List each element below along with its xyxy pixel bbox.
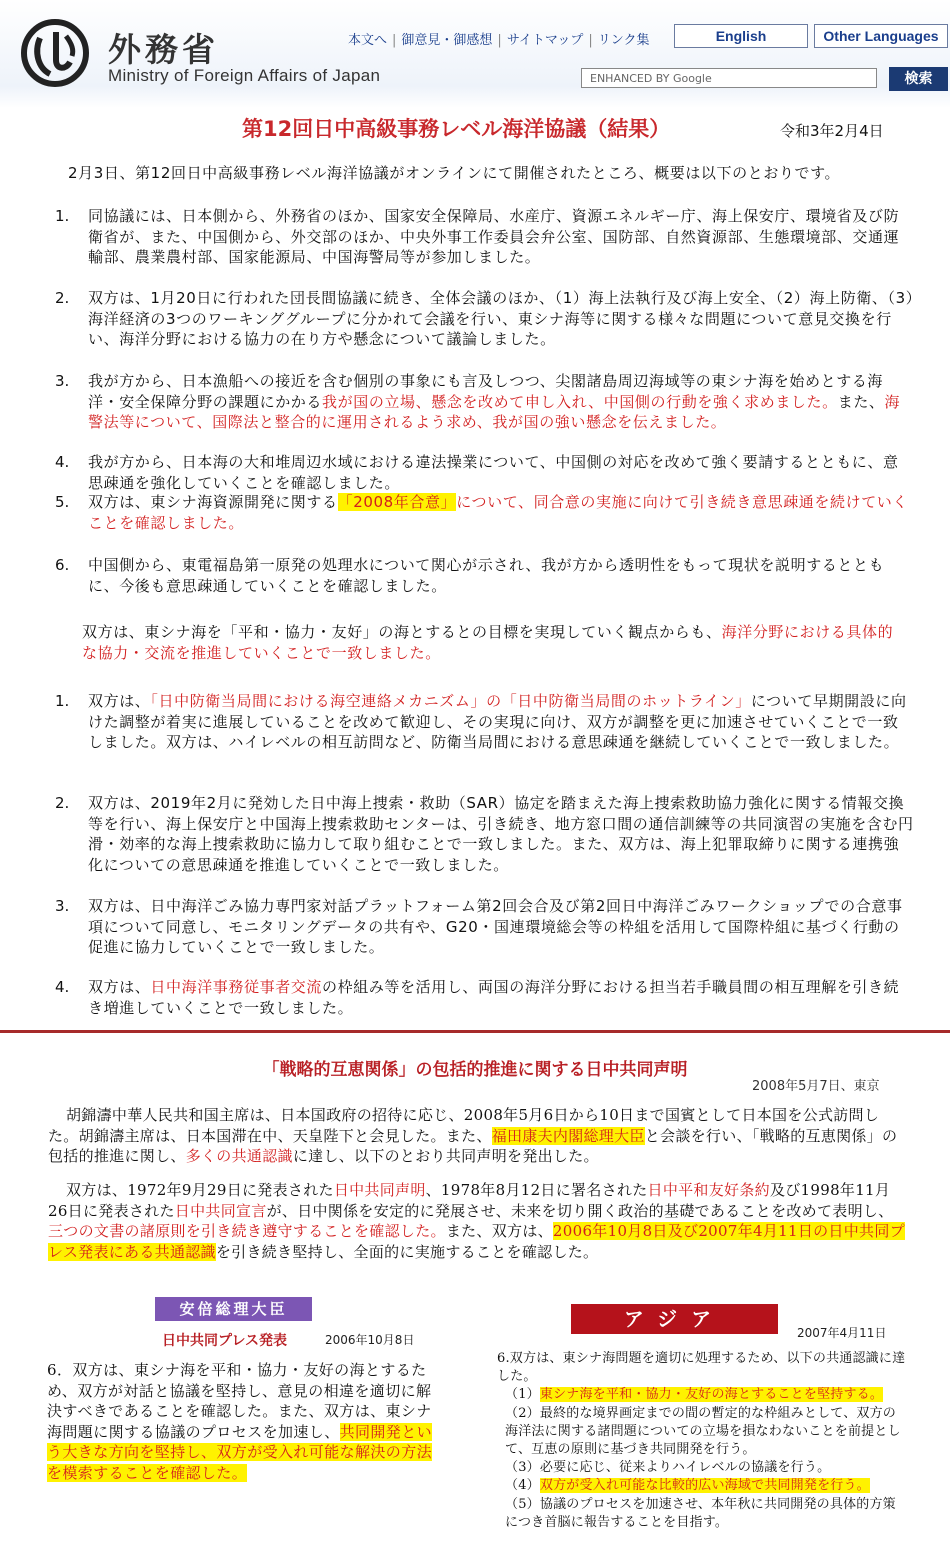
item-text <box>88 371 914 433</box>
red-emphasis: 海警法等について、国際法と整合的に運用されるよう求め、我が国の強い懸念を伝えました。 <box>88 392 901 431</box>
item-number: 4. <box>55 978 70 996</box>
asia-date: 2007年4月11日 <box>797 1326 887 1340</box>
link-skip-to-content[interactable]: 本文へ <box>348 33 388 48</box>
abe-pm-badge: 安倍総理大臣 <box>155 1297 312 1321</box>
item-text <box>88 691 914 753</box>
asia-text <box>497 1350 907 1532</box>
mofa-logo-icon[interactable] <box>20 18 90 88</box>
highlighted-emphasis: 共同開発という大きな方向を堅持し、双方が受入れ可能な解決の方法を模索することを確認した。 <box>47 1422 433 1482</box>
item-number: 1. <box>55 692 70 710</box>
red-emphasis: 多くの共通認識 <box>185 1147 293 1165</box>
asia-item-number: （1） <box>505 1387 540 1403</box>
item-number: 4. <box>55 453 70 471</box>
item-text: 我が方から、日本海の大和堆周辺水域における違法操業について、中国側の対応を改めて強く要請するとともに、意思疎通を強化していくことを確認しました。 <box>88 453 899 492</box>
red-emphasis: 三つの文書の諸原則を引き続き遵守することを確認した。 <box>48 1222 446 1240</box>
intro-text: 2月3日、第12回日中高級事務レベル海洋協議がオンラインにて開催されたところ、概要は以下のとおりです。 <box>68 164 841 182</box>
item-number: 2. <box>55 289 70 307</box>
highlighted-emphasis: 双方が受入れ可能な比較的広い海域で共同開発を行う。 <box>539 1478 870 1494</box>
search-input[interactable]: ENHANCED BY Google <box>581 68 877 88</box>
item-text-segment: 双方は、 <box>88 978 151 996</box>
item-text-segment: 我が方から、日本漁船への接近を含む個別の事象にも言及しつつ、尖閣諸島周辺海域等の東シナ海を始めとする海洋・安全保障分野の課題にかかる <box>88 372 884 411</box>
press-text-segment: 6．双方は、東シナ海を平和・協力・友好の海とするため、双方が対話と協議を堅持し、意見の相違を適切に解決すべきであることを確認した。また、双方は、東シナ海問題に関する協議のプロセスを加速し、 <box>47 1361 432 1441</box>
item-text: 双方は、日中海洋ごみ協力専門家対話プラットフォーム第2回会合及び第2回日中海洋ごみワークショップでの合意事項について同意し、モニタリングデータの共有や、G20・国連環境総会等の枠組を活用して国際枠組に基づく行動の促進に協力していくことで一致しました。 <box>88 897 903 956</box>
red-emphasis: 日中共同宣言 <box>174 1201 267 1220</box>
highlighted-emphasis: 「2008年合意」 <box>337 493 457 511</box>
red-emphasis: について、同合意の実施に向けて引き続き意思疎通を続けていくことを確認しました。 <box>88 493 908 532</box>
red-emphasis: 海洋分野における具体的な協力・交流を推進していくことで一致しました。 <box>82 623 894 662</box>
highlighted-emphasis: 福田康夫内閣総理大臣 <box>491 1126 645 1145</box>
highlighted-emphasis: 東シナ海を平和・協力・友好の海とすることを堅持する。 <box>539 1387 884 1403</box>
press-release-text <box>47 1360 442 1483</box>
highlighted-emphasis: 2006年10月8日及び2007年4月11日の日中共同プレス発表にある共通認識 <box>48 1222 905 1261</box>
item-text: 中国側から、東電福島第一原発の処理水について関心が示され、我が方から透明性をもって現状を説明するとともに、今後も意思疎通していくことを確認しました。 <box>88 556 885 595</box>
statement-paragraph-1 <box>48 1105 908 1167</box>
red-emphasis: 我が国の立場、懸念を改めて申し入れ、中国側の行動を強く求めました。 <box>322 392 838 411</box>
search-button[interactable]: 検索 <box>889 67 948 91</box>
item-number: 2. <box>55 794 70 812</box>
item-number: 3. <box>55 372 70 390</box>
item-text <box>88 492 914 533</box>
asia-item-1 <box>497 1386 907 1404</box>
section-divider <box>0 1030 950 1033</box>
link-sitemap[interactable]: サイトマップ <box>506 33 584 48</box>
statement-title: 「戦略的互恵関係」の包括的推進に関する日中共同声明 <box>262 1060 688 1080</box>
item-text-segment: について早期開設に向けた調整が着実に進展していることを改めて歓迎し、その実現に向け、双方が調整を更に加速させていくことで一致しました。双方は、ハイレベルの相互訪問など、防衛当局間における意思疎通を継続していくことで一致しました。 <box>88 692 907 751</box>
statement-text-segment: が、日中関係を安定的に発展させ、未来を切り開く政治的基礎であることを改めて表明し、 <box>266 1201 894 1220</box>
asia-item-number: （4） <box>505 1478 540 1494</box>
consensus-text-segment: 双方は、東シナ海を「平和・協力・友好」の海とするとの目標を実現していく観点からも、 <box>82 623 722 641</box>
statement-text-segment: 及び1998年11月26日に発表された <box>48 1181 891 1220</box>
asia-item-3: （3）必要に応じ、従来よりハイレベルの協議を行う。 <box>505 1460 831 1476</box>
statement-text-segment: また、双方は、 <box>445 1222 553 1240</box>
statement-text-segment: 胡錦濤中華人民共和国主席は、日本国政府の招待に応じ、2008年5月6日から10日まで国賓として日本国を公式訪問した。胡錦濤主席は、日本国滞在中、天皇陛下と会見した。また、 <box>48 1106 880 1145</box>
item-text <box>88 977 914 1018</box>
item-text: 双方は、1月20日に行われた団長間協議に続き、全体会議のほか、（1）海上法執行及び海上安全、（2）海上防衛、（3）海洋経済の3つのワーキンググループに分かれて会議を行い、東シナ海等に関する様々な問題について意見交換を行い、海洋分野における協力の在り方や懸念について議論しました。 <box>88 289 914 348</box>
red-emphasis: 日中海洋事務従事者交流 <box>150 978 323 996</box>
item-number: 3. <box>55 897 70 915</box>
consensus-text <box>82 622 902 663</box>
asia-item-5: （5）協議のプロセスを加速させ、本年秋に共同開発の具体的方策につき首脳に報告することを目指す。 <box>505 1496 896 1530</box>
item-text-segment: 双方は、 <box>88 692 151 710</box>
statement-text-segment: に達し、以下のとおり共同声明を発出した。 <box>292 1147 599 1165</box>
red-emphasis: 「日中防衛当局間における海空連絡メカニズム」の「日中防衛当局間のホットライン」 <box>150 692 751 710</box>
item-text: 双方は、2019年2月に発効した日中海上捜索・救助（SAR）協定を踏まえた海上捜索救助協力強化に関する情報交換等を行い、海上保安庁と中国海上捜索救助センターは、引き続き、地方窓口間の通信訓練等の共同演習の実施を含む円滑・効率的な海上捜索救助に協力して取り組むことで一致しました。また、双方は、海上犯罪取締りに関する連携強化についての意思疎通を推進していくことで一致しました。 <box>88 794 914 874</box>
item-number: 6. <box>55 556 70 574</box>
org-name-en: Ministry of Foreign Affairs of Japan <box>108 66 381 85</box>
link-feedback[interactable]: 御意見・御感想 <box>401 33 493 48</box>
page-title: 第12回日中高級事務レベル海洋協議（結果） <box>242 117 671 141</box>
item-text-segment: 双方は、東シナ海資源開発に関する <box>88 493 338 511</box>
press-release-date: 2006年10月8日 <box>325 1333 415 1347</box>
asia-badge: アジア <box>571 1304 778 1334</box>
asia-item-2: （2）最終的な境界画定までの間の暫定的な枠組みとして、双方の海洋法に関する諸問題についての立場を損なわないことを前提として、互恵の原則に基づき共同開発を行う。 <box>505 1405 901 1458</box>
statement-date: 2008年5月7日、東京 <box>752 1079 880 1094</box>
item-text-segment: の枠組み等を活用し、両国の海洋分野における担当若手職員間の相互理解を引き続き増進していくことで一致しました。 <box>88 978 900 1017</box>
statement-text-segment: 、1978年8月12日に署名された <box>425 1181 648 1199</box>
asia-item-4 <box>497 1477 907 1495</box>
top-links: 本文へ | 御意見・御感想 | サイトマップ | リンク集 <box>348 33 650 48</box>
english-button[interactable]: English <box>674 24 808 48</box>
statement-paragraph-2 <box>48 1180 908 1262</box>
statement-text-segment: と会談を行い、「戦略的互恵関係」の包括的推進に関し、 <box>48 1126 898 1165</box>
other-languages-button[interactable]: Other Languages <box>814 24 948 48</box>
asia-intro: 6.双方は、東シナ海問題を適切に処理するため、以下の共通認識に達した。 <box>497 1351 906 1385</box>
item-number: 1. <box>55 207 70 225</box>
red-emphasis: 日中共同声明 <box>333 1181 426 1199</box>
press-release-title: 日中共同プレス発表 <box>162 1333 288 1349</box>
link-links[interactable]: リンク集 <box>597 33 650 48</box>
org-name-jp: 外務省 <box>108 30 219 69</box>
item-number: 5. <box>55 493 70 511</box>
red-emphasis: 日中平和友好条約 <box>647 1181 770 1199</box>
page-date: 令和3年2月4日 <box>780 122 884 140</box>
item-text: 同協議には、日本側から、外務省のほか、国家安全保障局、水産庁、資源エネルギー庁、海上保安庁、環境省及び防衛省が、また、中国側から、外交部のほか、中央外事工作委員会弁公室、国防部、自然資源部、生態環境部、交通運輸部、農業農村部、国家能源局、中国海警局等が参加しました。 <box>88 207 900 266</box>
item-text-segment: また、 <box>837 392 885 411</box>
statement-text-segment: 双方は、1972年9月29日に発表された <box>66 1181 334 1199</box>
statement-text-segment: を引き続き堅持し、全面的に実施することを確認した。 <box>215 1242 599 1261</box>
